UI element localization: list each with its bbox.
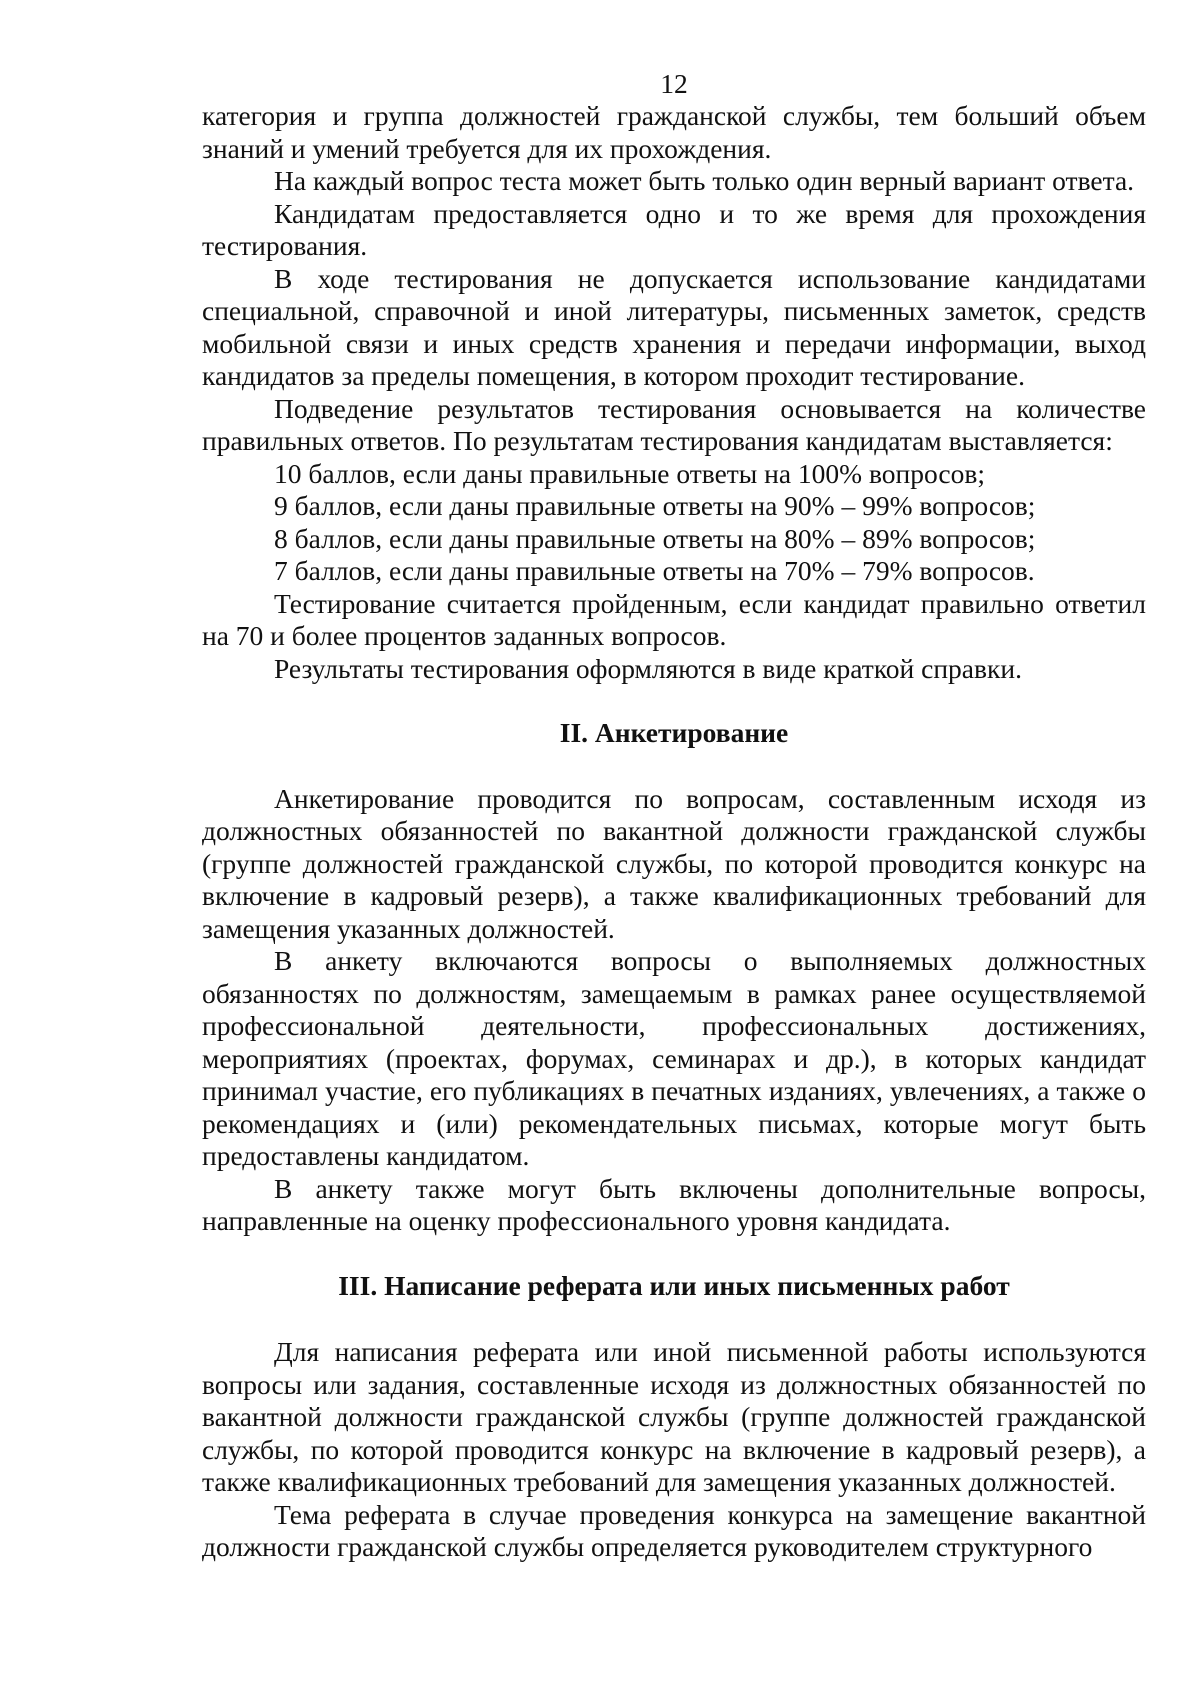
paragraph-one-answer: На каждый вопрос теста может быть только один верный вариант ответа.	[274, 165, 1135, 196]
score-item-7: 7 баллов, если даны правильные ответы на 70% – 79% вопросов.	[274, 555, 1035, 586]
paragraph-restrictions: В ходе тестирования не допускается использование кандидатами специальной, справочной и иной литературы, письменных заметок, средств мобильной связи и иных средств хранения и передачи информации, выход кандидатов за пределы помещения, в котором проходит тестирование.	[202, 262, 1146, 391]
paragraph-questionnaire-contents: В анкету включаются вопросы о выполняемых должностных обязанностях по должностям, замещаемым в рамках ранее осуществляемой профессиональной деятельности, профессиональных достижениях, мероприятиях (проектах, форумах, семинарах и др.), в которых кандидат принимал участие, его публикациях в печатных изданиях, увлечениях, а также о рекомендациях и (или) рекомендательных письмах, которые могут быть предоставлены кандидатом.	[202, 945, 1146, 1171]
score-item-8: 8 баллов, если даны правильные ответы на 80% – 89% вопросов;	[274, 522, 1036, 554]
paragraph-questionnaire-basis: Анкетирование проводится по вопросам, составленным исходя из должностных обязанностей по вакантной должности гражданской службы (группе должностей гражданской службы, по которой проводится конкурс на включение в кадровый резерв), а также квалификационных требований для замещения указанных должностей.	[202, 782, 1146, 944]
paragraph-continuation: категория и группа должностей гражданской службы, тем больший объем знаний и умений требуется для их прохождения.	[202, 100, 1146, 164]
paragraph-questionnaire-extra: В анкету также могут быть включены дополнительные вопросы, направленные на оценку профессионального уровня кандидата.	[202, 1172, 1146, 1236]
section-heading-essay: III. Написание реферата или иных письменных работ	[338, 1269, 1010, 1301]
paragraph-essay-topic: Тема реферата в случае проведения конкурса на замещение вакантной должности гражданской службы определяется руководителем структурного	[202, 1498, 1146, 1562]
score-item-9: 9 баллов, если даны правильные ответы на 90% – 99% вопросов;	[274, 490, 1036, 521]
score-item-10: 10 баллов, если даны правильные ответы на 100% вопросов;	[274, 457, 985, 489]
section-heading-questionnaire: II. Анкетирование	[559, 717, 789, 748]
paragraph-results-form: Результаты тестирования оформляются в виде краткой справки.	[274, 652, 1022, 684]
document-page	[202, 68, 1146, 1564]
paragraph-same-time: Кандидатам предоставляется одно и то же время для прохождения тестирования.	[202, 197, 1146, 261]
paragraph-essay-basis: Для написания реферата или иной письменной работы используются вопросы или задания, составленные исходя из должностных обязанностей по вакантной должности гражданской службы (группе должностей гражданской службы, по которой проводится конкурс на включение в кадровый резерв), а также квалификационных требований для замещения указанных должностей.	[202, 1336, 1146, 1497]
paragraph-results-basis: Подведение результатов тестирования основывается на количестве правильных ответов. По результатам тестирования кандидатам выставляется:	[202, 392, 1146, 456]
page-number: 12	[660, 68, 688, 99]
paragraph-pass-threshold: Тестирование считается пройденным, если кандидат правильно ответил на 70 и более процентов заданных вопросов.	[202, 587, 1146, 651]
